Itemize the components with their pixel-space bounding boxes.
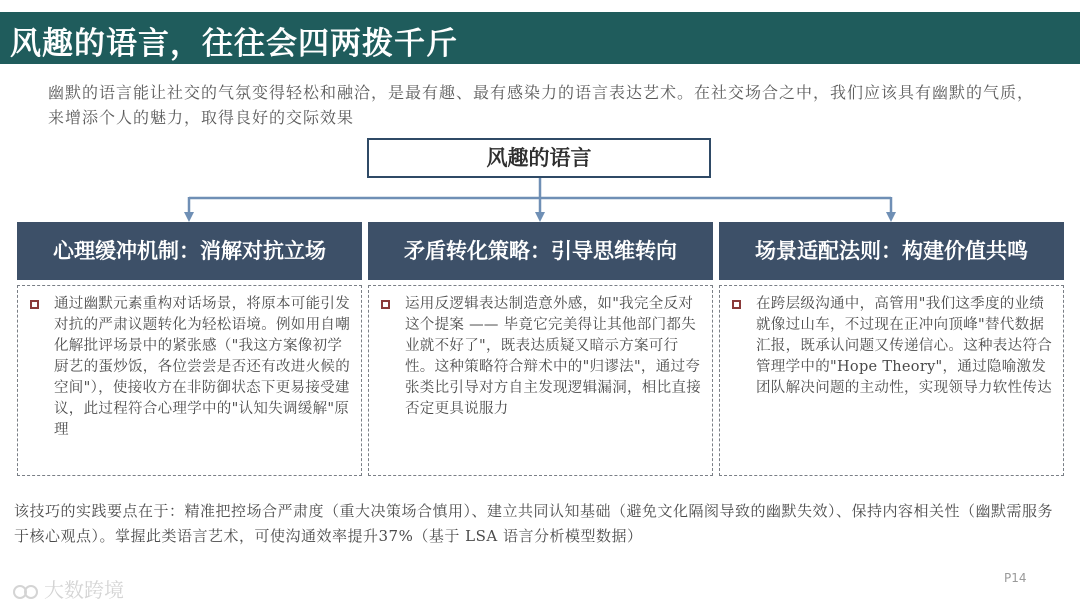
column-3-text: 在跨层级沟通中，高管用"我们这季度的业绩就像过山车，不过现在正冲向顶峰"替代数据汇报，既承认问题又传递信心。这种表达符合管理学中的"Hope Theory"，通过隐喻激发团队解决问题的主动性，实现领导力软性传达 [756, 296, 1052, 396]
watermark-text: 大数跨境 [44, 578, 124, 602]
central-topic-box: 风趣的语言 [367, 138, 711, 178]
column-2-header: 矛盾转化策略：引导思维转向 [368, 222, 713, 280]
bullet-square-icon [30, 300, 39, 309]
column-2-text: 运用反逻辑表达制造意外感，如"我完全反对这个提案 —— 毕竟它完美得让其他部门都失业就不好了"，既表达质疑又暗示方案可行性。这种策略符合辩术中的"归谬法"，通过夸张类比引导对方自主发现逻辑漏洞，相比直接否定更具说服力 [405, 296, 701, 417]
column-1-text: 通过幽默元素重构对话场景，将原本可能引发对抗的严肃议题转化为轻松语境。例如用自嘲化解批评场景中的紧张感（"我这方案像初学厨艺的蛋炒饭，各位尝尝是否还有改进火候的空间"），使接收方在非防御状态下更易接受建议，此过程符合心理学中的"认知失调缓解"原理 [54, 296, 350, 438]
summary-paragraph: 该技巧的实践要点在于：精准把控场合严肃度（重大决策场合慎用）、建立共同认知基础（避免文化隔阂导致的幽默失效）、保持内容相关性（幽默需服务于核心观点）。掌握此类语言艺术，可使沟通效率提升37%（基于 LSA 语言分析模型数据） [14, 502, 1054, 545]
column-1-box [17, 285, 362, 476]
watermark-logo-icon [12, 582, 40, 602]
column-3-box [719, 285, 1064, 476]
watermark [12, 574, 124, 603]
page-title: 风趣的语言，往往会四两拨千斤 [10, 26, 458, 62]
bullet-square-icon [381, 300, 390, 309]
page-number: P14 [1004, 571, 1027, 585]
column-2-box [368, 285, 713, 476]
bullet-square-icon [732, 300, 741, 309]
intro-paragraph: 幽默的语言能让社交的气氛变得轻松和融洽，是最有趣、最有感染力的语言表达艺术。在社交场合之中，我们应该具有幽默的气质，来增添个人的魅力，取得良好的交际效果 [48, 83, 1035, 127]
column-1-header: 心理缓冲机制：消解对抗立场 [17, 222, 362, 280]
column-3-header: 场景适配法则：构建价值共鸣 [719, 222, 1064, 280]
